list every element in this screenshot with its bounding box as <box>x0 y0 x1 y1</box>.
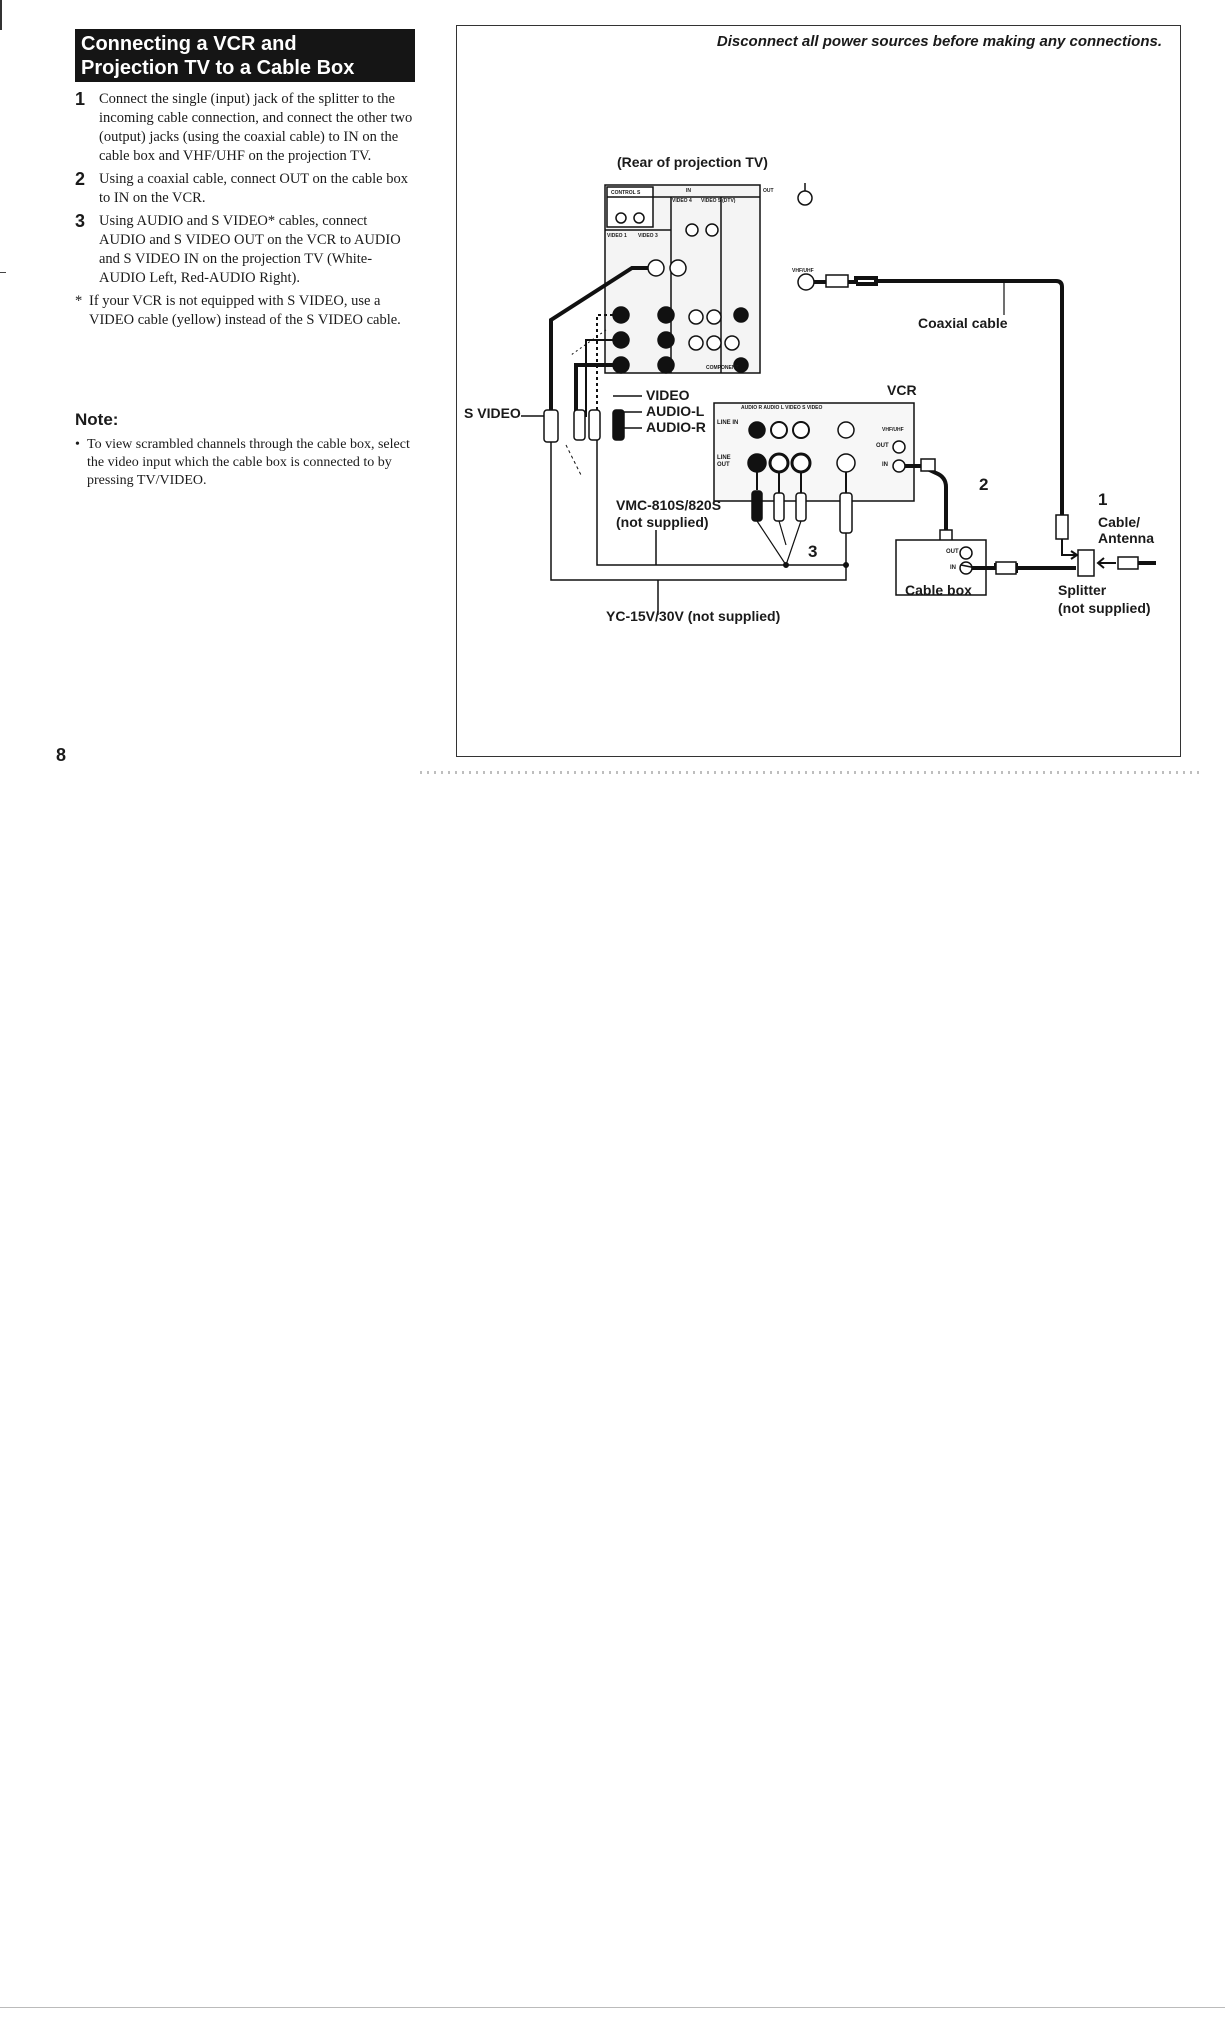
tv-audio-l-jack <box>613 332 629 348</box>
tv-vhf-uhf-jack <box>798 274 814 290</box>
cable-box-out-label: OUT <box>946 549 959 555</box>
step-text: Connect the single (input) jack of the splitter to the incoming cable connection, and connect the other two (output) jacks (using the coaxial cable) to IN on the cable box and VHF/UHF on the projection TV. <box>99 91 413 164</box>
rear-of-tv-label: (Rear of projection TV) <box>617 154 768 170</box>
vcr-line-out-svideo <box>837 454 855 472</box>
note-bullet: • <box>75 437 80 452</box>
vcr-line-in-svideo <box>838 422 854 438</box>
note-heading: Note: <box>75 410 119 429</box>
vcr-panel-header: AUDIO R AUDIO L VIDEO S VIDEO <box>741 405 823 411</box>
tv-in-label: IN <box>686 188 691 194</box>
step-1 <box>75 90 415 166</box>
vcr-plug-audio-r <box>752 491 762 521</box>
step-text: Using a coaxial cable, connect OUT on the cable box to IN on the VCR. <box>99 171 408 206</box>
antenna-label-line2: Antenna <box>1098 530 1154 546</box>
tv-component-l <box>707 336 721 350</box>
svideo-plug-tv <box>544 410 558 442</box>
tv-control-out-jack <box>634 213 644 223</box>
cable-box-out-jack <box>960 547 972 559</box>
vcr-line-in-audio-l <box>771 422 787 438</box>
vmc-cable-vcr-side <box>757 521 801 565</box>
tv-video5-jack-a <box>686 224 698 236</box>
tv-component-pb <box>707 310 721 324</box>
tv-svideo-jack <box>648 260 664 276</box>
footnote <box>75 292 415 330</box>
step-number: 1 <box>75 89 86 109</box>
coax-cable-cablebox-to-splitter <box>972 565 1076 571</box>
vcr-line-out-video <box>792 454 810 472</box>
vcr-out-label: OUT <box>876 443 889 449</box>
step-text: Using AUDIO and S VIDEO* cables, connect AUDIO and S VIDEO OUT on the VCR to AUDIO and S VIDEO IN on the projection TV (White-AUDIO Left, Red-AUDIO Right). <box>99 213 401 286</box>
vmc-dashed-join <box>566 445 581 475</box>
audio-l-plug-tv <box>589 410 600 440</box>
vcr-plug-video <box>796 493 806 521</box>
vcr-label: VCR <box>887 382 917 398</box>
vcr-line-in-audio-r <box>749 422 765 438</box>
vcr-plug-svideo <box>840 493 852 533</box>
bottom-edge-rule <box>0 2007 1225 2008</box>
video-label: VIDEO <box>646 387 690 403</box>
step-3 <box>75 212 415 288</box>
tv-video3-audio-l <box>658 332 674 348</box>
section-title <box>75 29 415 82</box>
tv-control-s-label: CONTROL S <box>611 190 641 196</box>
page-edge-rule <box>0 0 2 30</box>
cable-box-in-jack <box>960 562 972 574</box>
antenna-connector <box>1118 557 1138 569</box>
step-3-marker: 3 <box>808 542 818 561</box>
tv-video-jack <box>613 307 629 323</box>
splitter-not-supplied-label: (not supplied) <box>1058 600 1151 616</box>
vcr-in-label: IN <box>882 462 888 468</box>
tv-video1-svideo <box>670 260 686 276</box>
vcr-vhf-uhf-label: VHF/UHF <box>882 427 904 433</box>
connection-diagram <box>456 25 1181 757</box>
coax-connector-cablebox-in <box>996 562 1016 574</box>
footnote-text: If your VCR is not equipped with S VIDEO, use a VIDEO cable (yellow) instead of the S VIDEO cable. <box>89 293 401 328</box>
step-number: 3 <box>75 211 86 231</box>
step-2-marker: 2 <box>979 475 989 494</box>
tv-out-label: OUT <box>763 188 774 194</box>
note-body <box>75 436 420 490</box>
vcr-vhf-in-jack <box>893 460 905 472</box>
yc-cable-label: YC-15V/30V (not supplied) <box>606 608 781 624</box>
instruction-steps <box>75 90 415 330</box>
tv-video3-video <box>658 307 674 323</box>
page-number: 8 <box>56 745 67 765</box>
section-title-line2: Projection TV to a Cable Box <box>81 57 355 79</box>
coaxial-cable-label: Coaxial cable <box>918 315 1008 331</box>
footnote-mark: * <box>75 293 83 309</box>
vcr-vhf-out-jack <box>893 441 905 453</box>
s-video-label: S VIDEO <box>464 405 521 421</box>
vmc-not-supplied-label: (not supplied) <box>616 514 709 530</box>
tv-audio-r-jack <box>613 357 629 373</box>
vcr-line-out-audio-r <box>748 454 766 472</box>
splitter-label: Splitter <box>1058 582 1107 598</box>
cable-junction-dot <box>784 563 789 568</box>
coax-connector-splitter-top <box>1056 515 1068 539</box>
video-plug-tv <box>574 410 585 440</box>
section-title-line1: Connecting a VCR and <box>81 33 297 55</box>
tv-antenna-jack <box>798 191 812 205</box>
tv-side-dotted-leaders <box>571 330 606 355</box>
audio-r-label: AUDIO-R <box>646 419 706 435</box>
coax-connector-vcr <box>921 459 935 471</box>
warning-text: Disconnect all power sources before making any connections. <box>716 33 1162 50</box>
audio-l-label: AUDIO-L <box>646 403 705 419</box>
tv-monitor-out-video <box>734 308 748 322</box>
coax-connector-tv <box>826 275 848 287</box>
tv-component-r <box>725 336 739 350</box>
tv-video4-label: VIDEO 4 <box>672 198 692 204</box>
step-2 <box>75 170 415 208</box>
vcr-line-in-label: LINE IN <box>717 420 739 426</box>
splitter <box>1078 550 1094 576</box>
cable-junction-dot <box>844 563 849 568</box>
tv-component-label: COMPONENT <box>706 365 739 371</box>
audio-r-plug-tv <box>613 410 624 440</box>
tv-video3-label: VIDEO 3 <box>638 233 658 239</box>
tv-vhf-uhf-label: VHF/UHF <box>792 268 814 274</box>
vmc-cable-label: VMC-810S/820S <box>616 497 722 513</box>
tv-video3-audio-r <box>658 357 674 373</box>
cable-box-in-label: IN <box>950 565 956 571</box>
note-text: To view scrambled channels through the cable box, select the video input which the cable box is connected to by pressing TV/VIDEO. <box>87 437 410 488</box>
antenna-label-line1: Cable/ <box>1098 514 1141 530</box>
tv-video5-label: VIDEO 5 (DTV) <box>701 198 736 204</box>
cable-box-label: Cable box <box>905 582 972 598</box>
vcr-line-in-video <box>793 422 809 438</box>
tv-side-plugs <box>544 410 624 442</box>
page-edge-tick <box>0 272 6 273</box>
vcr-line-out-audio-l <box>770 454 788 472</box>
step-1-marker: 1 <box>1098 490 1108 509</box>
tv-component-y <box>689 310 703 324</box>
tv-video1-label: VIDEO 1 <box>607 233 627 239</box>
tv-component-pr <box>689 336 703 350</box>
vcr-plug-audio-l <box>774 493 784 521</box>
tv-video5-jack-b <box>706 224 718 236</box>
scan-artifact <box>420 771 1200 774</box>
vcr-line-out-label: LINE OUT <box>717 455 731 468</box>
vcr-panel <box>714 403 914 501</box>
tv-control-in-jack <box>616 213 626 223</box>
step-number: 2 <box>75 169 86 189</box>
